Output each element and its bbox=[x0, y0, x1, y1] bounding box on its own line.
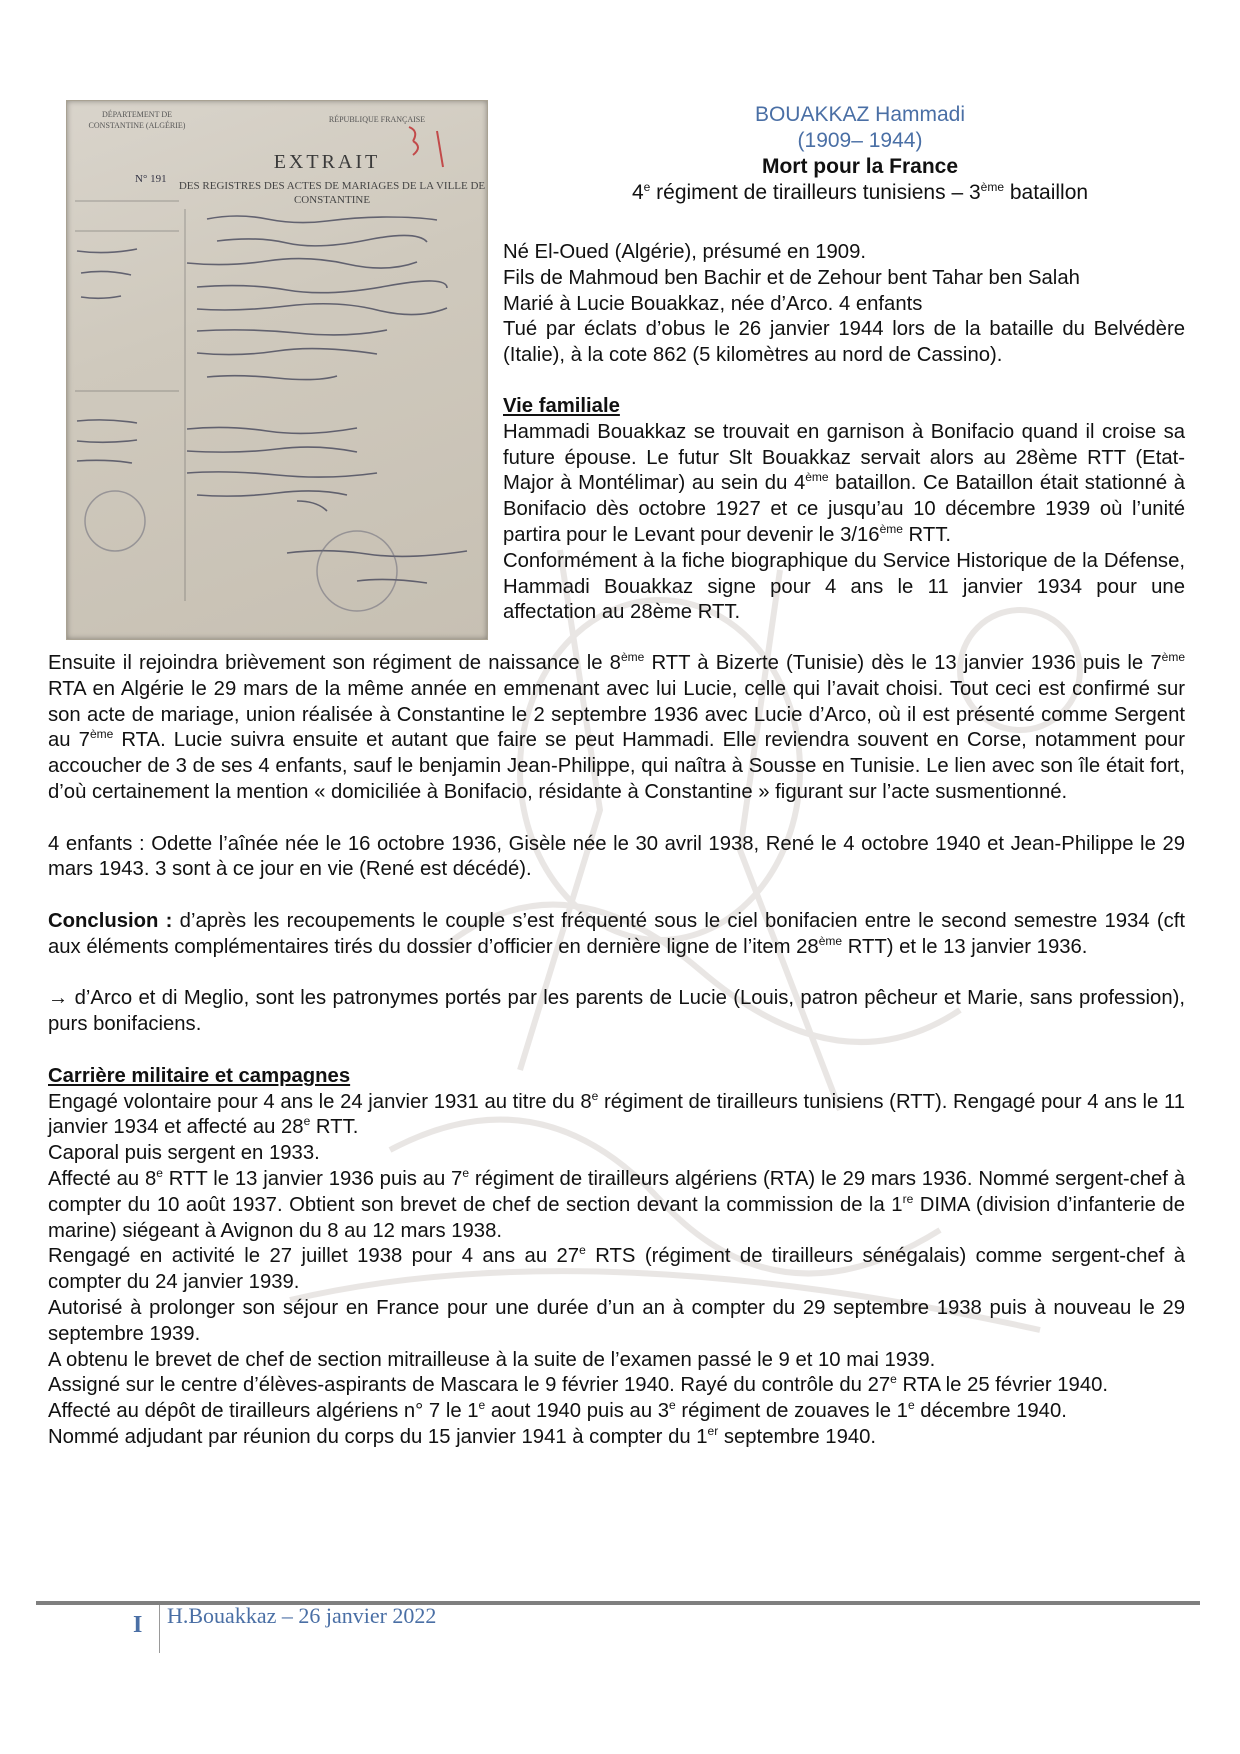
main-text bbox=[48, 651, 1185, 1451]
certificate-subtitle: DES REGISTRES DES ACTES DE MARIAGES DE LA VILLE DE CONSTANTINE bbox=[178, 180, 486, 206]
parents-line: Fils de Mahmoud ben Bachir et de Zehour bent Tahar ben Salah bbox=[503, 266, 1080, 289]
death-line: Tué par éclats d’obus le 26 janvier 1944 lors de la bataille du Belvédère (Italie), à la cote 862 (5 kilomètres au nord de Cassino). bbox=[503, 318, 1185, 367]
career-heading: Carrière militaire et campagnes bbox=[48, 1064, 351, 1087]
certificate-number: N° 191 bbox=[135, 173, 167, 185]
career-item-6: A obtenu le brevet de chef de section mitrailleuse à la suite de l’examen passé le 9 et 10 mai 1939. bbox=[48, 1348, 936, 1371]
certificate-title: EXTRAIT bbox=[273, 151, 381, 173]
career-item-1: Engagé volontaire pour 4 ans le 24 janvier 1931 au titre du 8e régiment de tirailleurs tunisiens (RTT). Rengagé pour 4 ans le 11 janvier 1934 et affecté au 28e RTT. bbox=[48, 1088, 1185, 1139]
family-section bbox=[503, 394, 1185, 626]
intro-section bbox=[503, 240, 1185, 369]
certificate-department: DÉPARTEMENT DE CONSTANTINE (ALGÉRIE) bbox=[88, 110, 186, 130]
person-header bbox=[520, 102, 1200, 206]
family-paragraph-2: Conformément à la fiche biographique du Service Historique de la Défense, Hammadi Bouakkaz signe pour 4 ans le 11 janvier 1934 pour une affectation au 28ème RTT. bbox=[503, 549, 1185, 624]
children-paragraph: 4 enfants : Odette l’aînée née le 16 octobre 1936, Gisèle née le 30 avril 1938, René le 4 octobre 1940 et Jean-Philippe le 29 mars 1943. 3 sont à ce jour en vie (René est décédé). bbox=[48, 832, 1185, 881]
surnames-paragraph: → d’Arco et di Meglio, sont les patronymes portés par les parents de Lucie (Louis, patron pêcheur et Marie, sans profession), purs bonifaciens. bbox=[48, 987, 1185, 1036]
person-name: BOUAKKAZ Hammadi bbox=[754, 103, 966, 126]
career-item-7: Assigné sur le centre d’élèves-aspirants de Mascara le 9 février 1940. Rayé du contrôle du 27e RTA le 25 février 1940. bbox=[48, 1372, 1109, 1397]
family-paragraph-3: Ensuite il rejoindra brièvement son régiment de naissance le 8ème RTT à Bizerte (Tunisie) dès le 13 janvier 1936 puis le 7ème RTA en Algérie le 29 mars de la même année en emmenant avec lui Lucie, celle qui l’avait choisi. Tout ceci est confirmé sur son acte de mariage, union réalisée à Constantine le 2 septembre 1936 avec Lucie d’Arco, où il est présenté comme Sergent au 7ème RTA. Lucie suivra ensuite et autant que faire se peut Hammadi. Elle reviendra souvent en Corse, notamment pour accoucher de 3 de ses 4 enfants, sauf le benjamin Jean-Philippe, qui naîtra à Sousse en Tunisie. Le lien avec son île était fort, d’où certainement la mention « domiciliée à Bonifacio, résidante à Constantine » figurant sur l’acte susmentionné. bbox=[48, 650, 1185, 803]
regiment-line: 4e régiment de tirailleurs tunisiens – 3ème bataillon bbox=[631, 180, 1089, 204]
career-item-3: Affecté au 8e RTT le 13 janvier 1936 puis au 7e régiment de tirailleurs algériens (RTA) le 29 mars 1936. Nommé sergent-chef à compter du 10 août 1937. Obtient son brevet de chef de section devant la commission de la 1re DIMA (division d’infanterie de marine) siégeant à Avignon du 8 au 12 mars 1938. bbox=[48, 1166, 1185, 1242]
conclusion-paragraph: Conclusion : d’après les recoupements le couple s’est fréquenté sous le ciel bonifacien entre le second semestre 1934 (cft aux éléments complémentaires tirés du dossier d’officier en dernière ligne de l’item 28ème RTT) et le 13 janvier 1936. bbox=[48, 909, 1186, 958]
career-item-2: Caporal puis sergent en 1933. bbox=[48, 1142, 320, 1165]
page-number: I bbox=[133, 1612, 143, 1638]
career-item-5: Autorisé à prolonger son séjour en France pour une durée d’un an à compter du 29 septembre 1938 puis à nouveau le 29 septembre 1939. bbox=[48, 1296, 1185, 1345]
career-item-4: Rengagé en activité le 27 juillet 1938 pour 4 ans au 27e RTS (régiment de tirailleurs sénégalais) comme sergent-chef à compter du 24 janvier 1939. bbox=[48, 1243, 1185, 1294]
marriage-certificate-image bbox=[66, 100, 488, 640]
career-item-9: Nommé adjudant par réunion du corps du 15 janvier 1941 à compter du 1er septembre 1940. bbox=[48, 1424, 877, 1448]
family-paragraph-1: Hammadi Bouakkaz se trouvait en garnison à Bonifacio quand il croise sa future épouse. Le futur Slt Bouakkaz servait alors au 28ème RTT (Etat-Major à Montélimar) au sein du 4ème bataillon. Ce Bataillon était stationné à Bonifacio dès octobre 1927 et ce jusqu’au 10 décembre 1939 où l’unité partira pour le Levant pour devenir le 3/16ème RTT. bbox=[503, 420, 1185, 546]
marriage-line: Marié à Lucie Bouakkaz, née d’Arco. 4 enfants bbox=[503, 292, 923, 315]
family-heading: Vie familiale bbox=[503, 395, 620, 417]
birth-line: Né El-Oued (Algérie), présumé en 1909. bbox=[503, 241, 866, 263]
mort-pour-la-france: Mort pour la France bbox=[761, 155, 959, 178]
footer-separator bbox=[159, 1605, 160, 1653]
certificate-republic: RÉPUBLIQUE FRANÇAISE bbox=[328, 115, 426, 124]
person-dates: (1909– 1944) bbox=[797, 129, 923, 152]
footer-author-date: H.Bouakkaz – 26 janvier 2022 bbox=[167, 1603, 437, 1628]
career-item-8: Affecté au dépôt de tirailleurs algériens n° 7 le 1e aout 1940 puis au 3e régiment de zouaves le 1e décembre 1940. bbox=[48, 1398, 1067, 1423]
certificate-handwriting bbox=[67, 101, 487, 639]
